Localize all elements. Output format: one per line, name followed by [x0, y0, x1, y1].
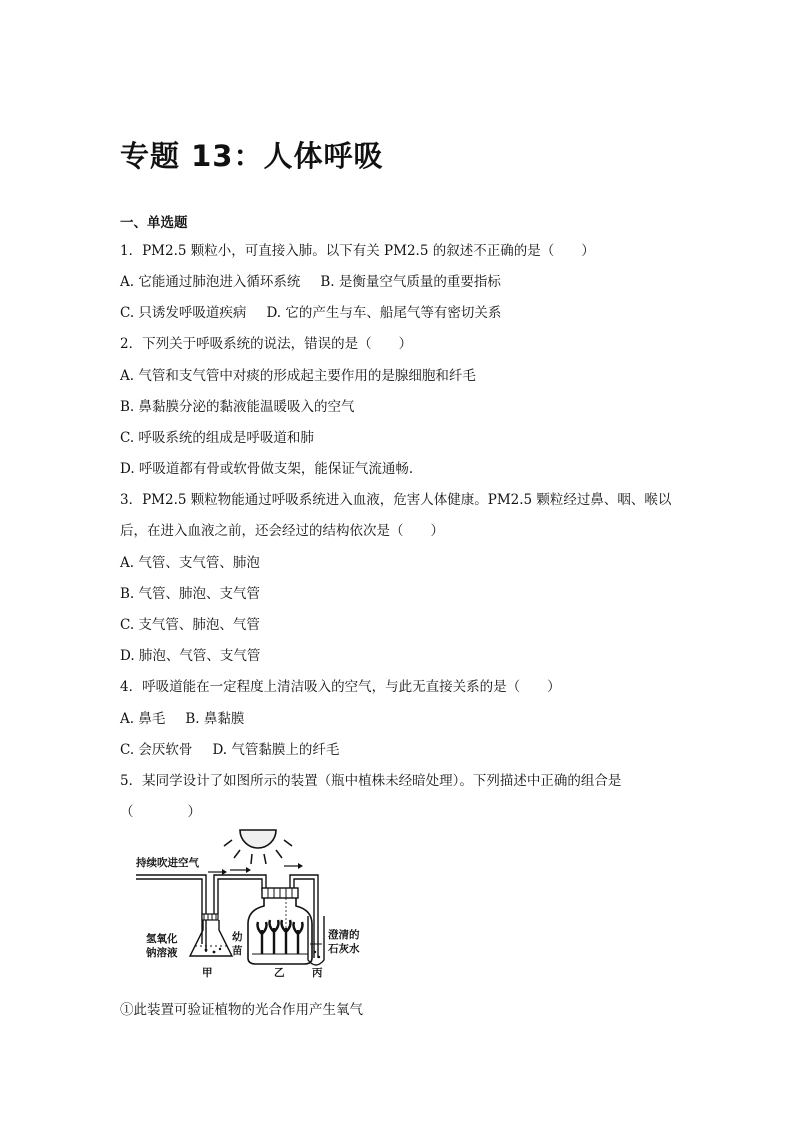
question-1-options-cd	[120, 304, 501, 322]
question-3-stem-line2: 后，在进入血液之前，还会经过的结构依次是（ ）	[120, 523, 444, 539]
q1-option-a: A. 它能通过肺泡进入循环系统	[120, 274, 301, 290]
label-seedling-2: 苗	[232, 945, 243, 957]
question-5-statement-1: ①此装置可验证植物的光合作用产生氧气	[120, 1002, 363, 1018]
q2-option-a: A. 气管和支气管中对痰的形成起主要作用的是腺细胞和纤毛	[120, 368, 476, 384]
q4-option-c: C. 会厌软骨	[120, 742, 193, 758]
arrow-icon	[230, 867, 251, 873]
q4-option-d: D. 气管黏膜上的纤毛	[212, 742, 340, 758]
bottle-yi	[248, 888, 312, 964]
label-naoh-2: 钠溶液	[146, 947, 178, 959]
page-title: 专题 13：人体呼吸	[120, 139, 384, 173]
label-seedling-1: 幼	[232, 931, 243, 943]
question-4-options-cd	[120, 741, 339, 759]
q1-option-d: D. 它的产生与车、船尾气等有密切关系	[266, 305, 502, 321]
q2-option-c: C. 呼吸系统的组成是呼吸道和肺	[120, 430, 314, 446]
label-lime-water-1: 澄清的	[328, 929, 360, 941]
q3-option-a: A. 气管、支气管、肺泡	[120, 555, 260, 571]
q1-option-b: B. 是衡量空气质量的重要指标	[320, 274, 501, 290]
q3-option-c: C. 支气管、肺泡、气管	[120, 617, 260, 633]
apparatus-figure	[136, 826, 366, 986]
question-1-stem: 1．PM2.5 颗粒小，可直接入肺。以下有关 PM2.5 的叙述不正确的是（ ）	[120, 243, 595, 259]
question-2-stem: 2．下列关于呼吸系统的说法，错误的是（ ）	[120, 336, 413, 352]
question-5-stem-line2: （ ）	[120, 804, 201, 820]
question-4-options-ab	[120, 710, 244, 728]
sun-icon	[224, 830, 292, 864]
arrow-icon	[284, 863, 303, 869]
section-heading: 一、单选题	[120, 215, 188, 231]
q3-option-d: D. 肺泡、气管、支气管	[120, 648, 261, 664]
test-tube-bing	[308, 916, 324, 965]
question-4-stem: 4．呼吸道能在一定程度上清洁吸入的空气，与此无直接关系的是（ ）	[120, 679, 561, 695]
q2-option-d: D. 呼吸道都有骨或软骨做支架，能保证气流通畅.	[120, 461, 414, 477]
question-5-stem-line1: 5．某同学设计了如图所示的装置（瓶中植株未经暗处理）。下列描述中正确的组合是	[120, 773, 622, 789]
label-bing: 丙	[312, 967, 323, 979]
arrow-icon	[208, 869, 227, 875]
q4-option-a: A. 鼻毛	[120, 711, 166, 727]
label-blow-air: 持续吹进空气	[136, 857, 199, 869]
question-1-options-ab	[120, 273, 501, 291]
q4-option-b: B. 鼻黏膜	[185, 711, 245, 727]
apparatus-diagram	[136, 826, 366, 986]
q2-option-b: B. 鼻黏膜分泌的黏液能温暖吸入的空气	[120, 399, 355, 415]
flask-jia	[190, 914, 232, 956]
label-naoh-1: 氢氧化	[146, 933, 178, 945]
q3-option-b: B. 气管、肺泡、支气管	[120, 586, 261, 602]
question-3-stem-line1: 3．PM2.5 颗粒物能通过呼吸系统进入血液，危害人体健康。PM2.5 颗粒经过鼻、咽、喉以	[120, 492, 672, 508]
label-jia: 甲	[202, 967, 213, 979]
label-lime-water-2: 石灰水	[328, 943, 360, 955]
label-yi: 乙	[274, 967, 285, 979]
q1-option-c: C. 只诱发呼吸道疾病	[120, 305, 247, 321]
